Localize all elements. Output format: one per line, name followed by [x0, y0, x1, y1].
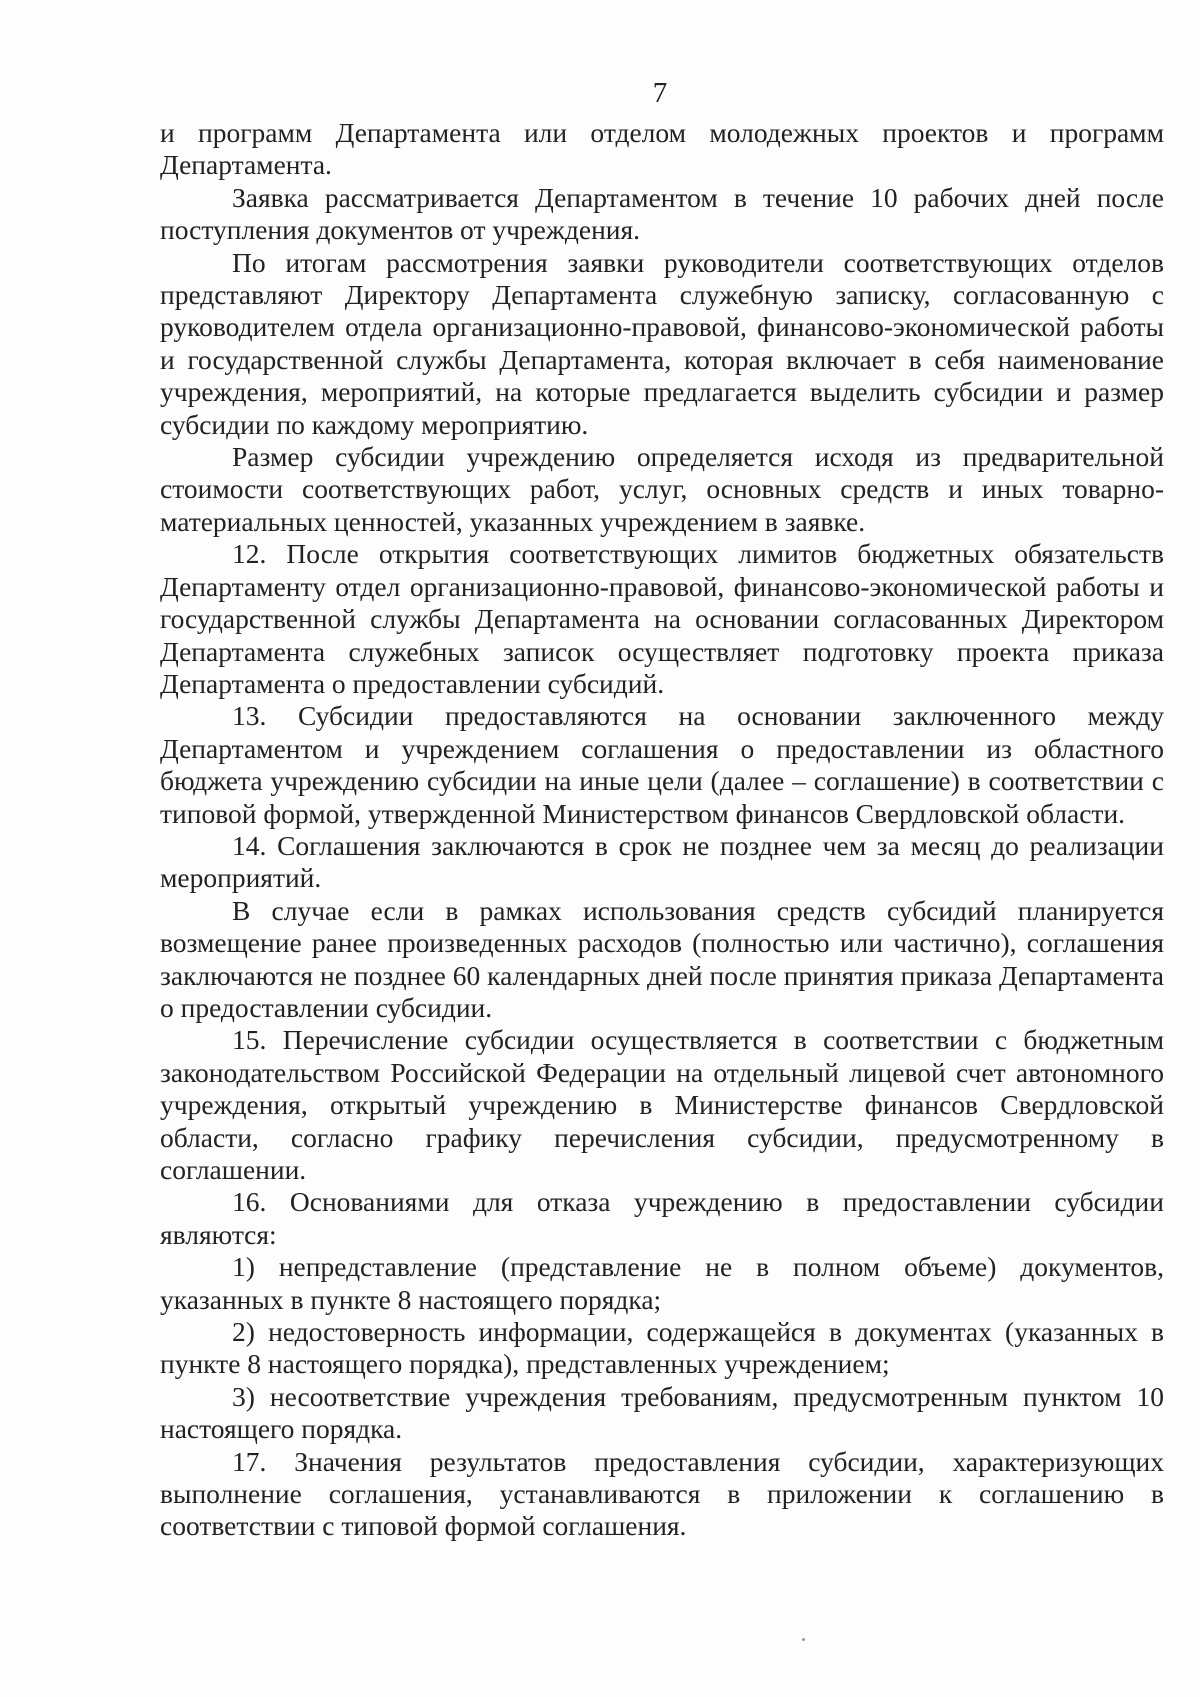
paragraph-application-review: Заявка рассматривается Департаментом в течение 10 рабочих дней после поступления документов от учреждения.: [160, 181, 1164, 246]
paragraph-refusal-reason-3: 3) несоответствие учреждения требованиям, предусмотренным пунктом 10 настоящего порядка.: [160, 1380, 1164, 1445]
paragraph-item-16: 16. Основаниями для отказа учреждению в предоставлении субсидии являются:: [160, 1186, 1164, 1250]
paragraph-item-14: 14. Соглашения заключаются в срок не позднее чем за месяц до реализации мероприятий.: [160, 829, 1164, 894]
paragraph-item-17: 17. Значения результатов предоставления субсидии, характеризующих выполнение соглашения, устанавливаются в приложении к соглашению в соответствии с типовой формой соглашения.: [160, 1445, 1164, 1542]
paragraph-refusal-reason-1: 1) непредставление (представление не в полном объеме) документов, указанных в пункте 8 настоящего порядка;: [160, 1251, 1164, 1315]
paragraph-reimbursement: В случае если в рамках использования средств субсидий планируется возмещение ранее произведенных расходов (полностью или частично), соглашения заключаются не позднее 60 календарных дней после принятия приказа Департамента о предоставлении субсидии.: [160, 894, 1164, 1023]
paragraph-refusal-reason-2: 2) недостоверность информации, содержащейся в документах (указанных в пункте 8 настоящего порядка), представленных учреждением;: [160, 1316, 1164, 1380]
paragraph-review-results: По итогам рассмотрения заявки руководители соответствующих отделов представляют Директору Департамента служебную записку, согласованную с руководителем отдела организационно-правовой, финансово-экономической работы и государственной службы Департамента, которая включает в себя наименование учреждения, мероприятий, на которые предлагается выделить субсидии и размер субсидии по каждому мероприятию.: [160, 246, 1164, 440]
paragraph-continuation: и программ Департамента или отделом молодежных проектов и программ Департамента.: [160, 117, 1164, 181]
paragraph-item-12: 12. После открытия соответствующих лимитов бюджетных обязательств Департаменту отдел организационно-правовой, финансово-экономической работы и государственной службы Департамента на основании согласованных Директором Департамента служебных записок осуществляет подготовку проекта приказа Департамента о предоставлении субсидий.: [160, 538, 1164, 699]
paragraph-item-13: 13. Субсидии предоставляются на основании заключенного между Департаментом и учреждением соглашения о предоставлении из областного бюджета учреждению субсидии на иные цели (далее – соглашение) в соответствии с типовой формой, утвержденной Министерством финансов Свердловской области.: [160, 700, 1164, 829]
paragraph-subsidy-size: Размер субсидии учреждению определяется исходя из предварительной стоимости соответствующих работ, услуг, основных средств и иных товарно-материальных ценностей, указанных учреждением в заявке.: [160, 441, 1164, 537]
document-body: [160, 117, 1164, 1543]
paragraph-item-15: 15. Перечисление субсидии осуществляется в соответствии с бюджетным законодательством Российской Федерации на отдельный лицевой счет автономного учреждения, открытый учреждению в Министерстве финансов Свердловской области, согласно графику перечисления субсидии, предусмотренному в соглашении.: [160, 1024, 1164, 1185]
page-number: 7: [652, 77, 668, 109]
scan-speck: [802, 1638, 805, 1641]
